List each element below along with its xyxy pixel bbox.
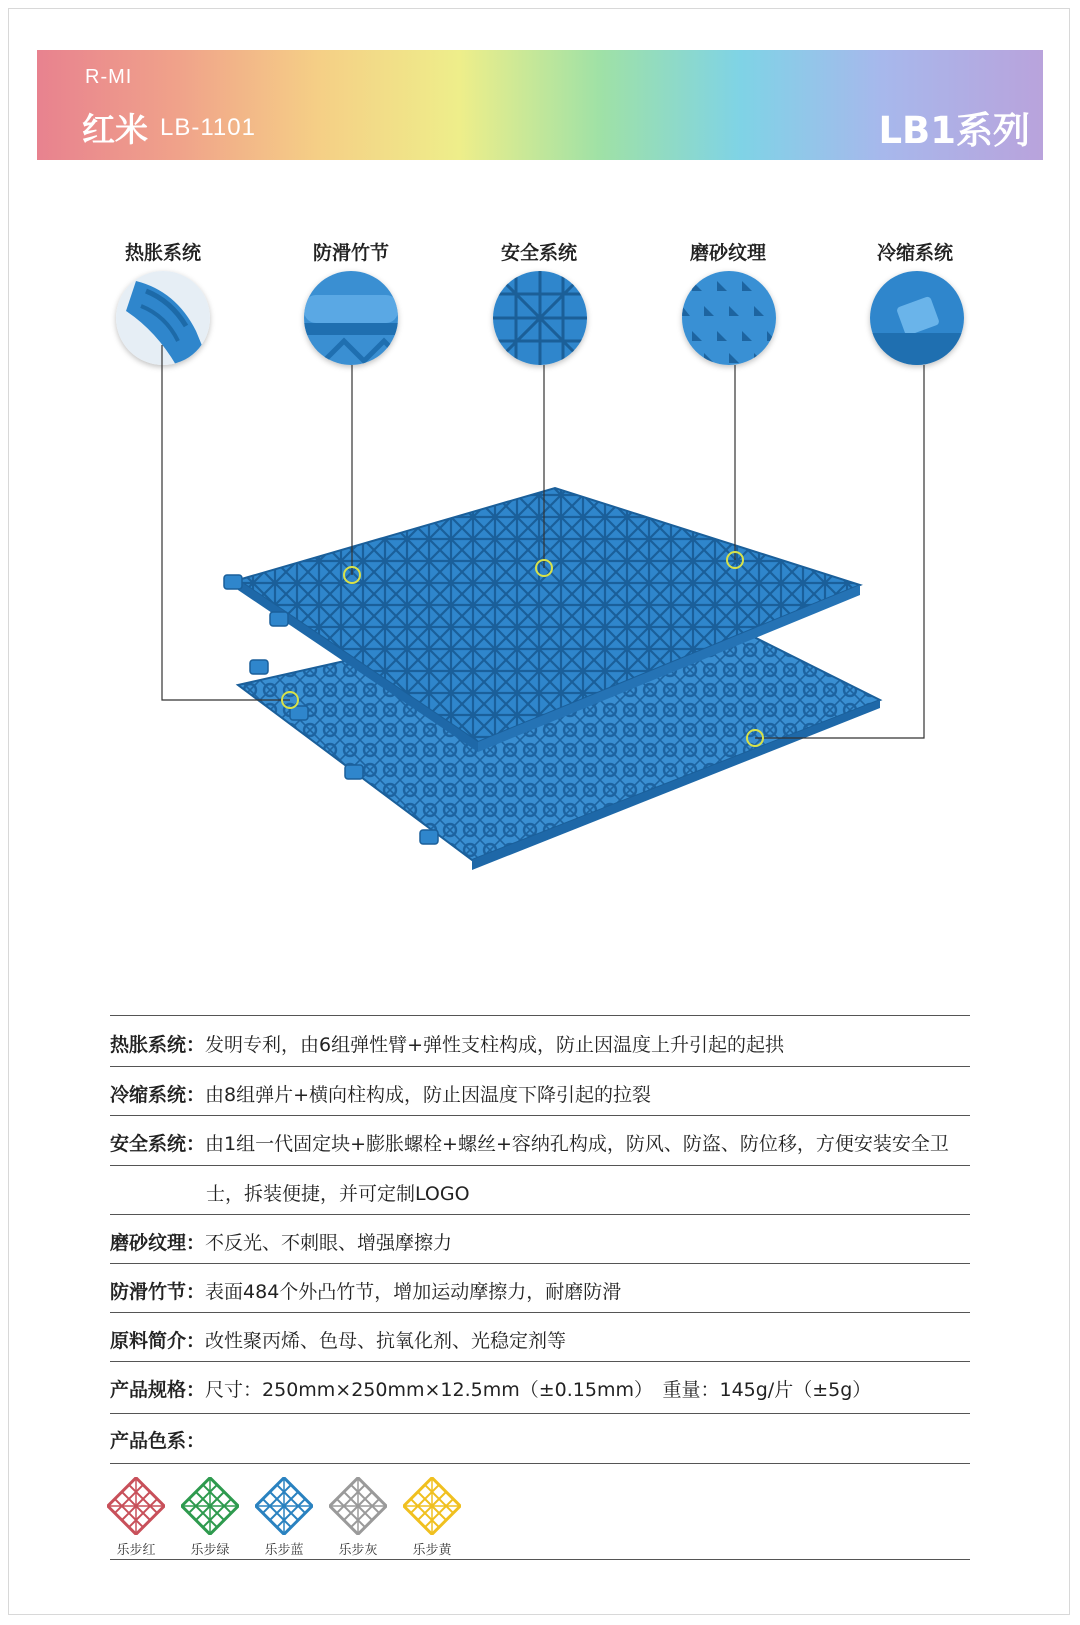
swatch-yellow bbox=[399, 1477, 465, 1558]
spec-label: 冷缩系统： bbox=[110, 1084, 206, 1106]
swatch-label: 乐步灰 bbox=[338, 1543, 378, 1558]
spec-label: 热胀系统： bbox=[110, 1034, 206, 1056]
spec-text: 由1组一代固定块+膨胀螺栓+螺丝+容纳孔构成，防风、防盗、防位移，方便安装安全卫 bbox=[205, 1133, 949, 1155]
spec-divider bbox=[110, 1066, 970, 1067]
spec-row-frosted-texture bbox=[110, 1228, 970, 1255]
spec-label: 产品色系： bbox=[110, 1430, 206, 1452]
series-title: LB1系列 bbox=[878, 109, 1030, 152]
swatch-green bbox=[177, 1477, 243, 1558]
spec-row-cold-contraction bbox=[110, 1080, 970, 1107]
feature-label-cold-contraction: 冷缩系统 bbox=[876, 242, 953, 264]
spec-divider bbox=[110, 1463, 970, 1464]
feature-label-bamboo-joint: 防滑竹节 bbox=[312, 242, 389, 264]
spec-row-raw-material bbox=[110, 1326, 970, 1353]
spec-divider bbox=[110, 1015, 970, 1016]
spec-label: 防滑竹节： bbox=[110, 1281, 206, 1303]
spec-text: 表面484个外凸竹节，增加运动摩擦力，耐磨防滑 bbox=[205, 1281, 622, 1303]
spec-label: 产品规格： bbox=[110, 1379, 206, 1401]
feature-label-frosted-texture: 磨砂纹理 bbox=[689, 242, 766, 264]
spec-label: 磨砂纹理： bbox=[110, 1232, 206, 1254]
spec-row-thermal-expansion bbox=[110, 1030, 970, 1057]
spec-divider bbox=[110, 1115, 970, 1116]
spec-text: 士，拆装便捷，并可定制LOGO bbox=[206, 1183, 470, 1205]
spec-divider bbox=[110, 1361, 970, 1362]
spec-text: 改性聚丙烯、色母、抗氧化剂、光稳定剂等 bbox=[205, 1330, 567, 1352]
tile-swatch-icon bbox=[403, 1477, 461, 1535]
brand-english-name: R-MI bbox=[85, 66, 133, 88]
spec-label: 安全系统： bbox=[110, 1133, 206, 1155]
swatch-blue bbox=[251, 1477, 317, 1558]
spec-text: 发明专利，由6组弹性臂+弹性支柱构成，防止因温度上升引起的起拱 bbox=[205, 1034, 785, 1056]
spec-text: 不反光、不刺眼、增强摩擦力 bbox=[205, 1232, 453, 1254]
swatch-red bbox=[103, 1477, 169, 1558]
spec-row-product-spec bbox=[110, 1375, 970, 1402]
model-number: LB-1101 bbox=[160, 114, 256, 141]
spec-row-safety-system-continued bbox=[110, 1179, 970, 1206]
spec-divider bbox=[110, 1312, 970, 1313]
spec-row-bamboo-joint bbox=[110, 1277, 970, 1304]
swatch-label: 乐步绿 bbox=[190, 1543, 230, 1558]
spec-row-color-series bbox=[110, 1426, 970, 1453]
feature-label-thermal-expansion: 热胀系统 bbox=[124, 242, 201, 264]
spec-text: 尺寸：250mm×250mm×12.5mm（±0.15mm） 重量：145g/片（±5g） bbox=[205, 1379, 872, 1401]
swatch-gray bbox=[325, 1477, 391, 1558]
spec-divider bbox=[110, 1165, 970, 1166]
tile-swatch-icon bbox=[181, 1477, 239, 1535]
spec-row-safety-system bbox=[110, 1129, 970, 1156]
feature-label-safety-system: 安全系统 bbox=[500, 242, 577, 264]
brand-chinese-name: 红米 bbox=[82, 110, 148, 149]
swatch-label: 乐步蓝 bbox=[264, 1543, 304, 1558]
spec-label: 原料简介： bbox=[110, 1330, 206, 1352]
spec-divider bbox=[110, 1413, 970, 1414]
spec-divider bbox=[110, 1214, 970, 1215]
swatch-label: 乐步黄 bbox=[412, 1543, 452, 1558]
tile-swatch-icon bbox=[329, 1477, 387, 1535]
spec-divider bbox=[110, 1263, 970, 1264]
spec-text: 由8组弹片+横向柱构成，防止因温度下降引起的拉裂 bbox=[205, 1084, 652, 1106]
tile-swatch-icon bbox=[107, 1477, 165, 1535]
tile-swatch-icon bbox=[255, 1477, 313, 1535]
swatch-label: 乐步红 bbox=[116, 1543, 156, 1558]
spec-divider bbox=[110, 1559, 970, 1560]
